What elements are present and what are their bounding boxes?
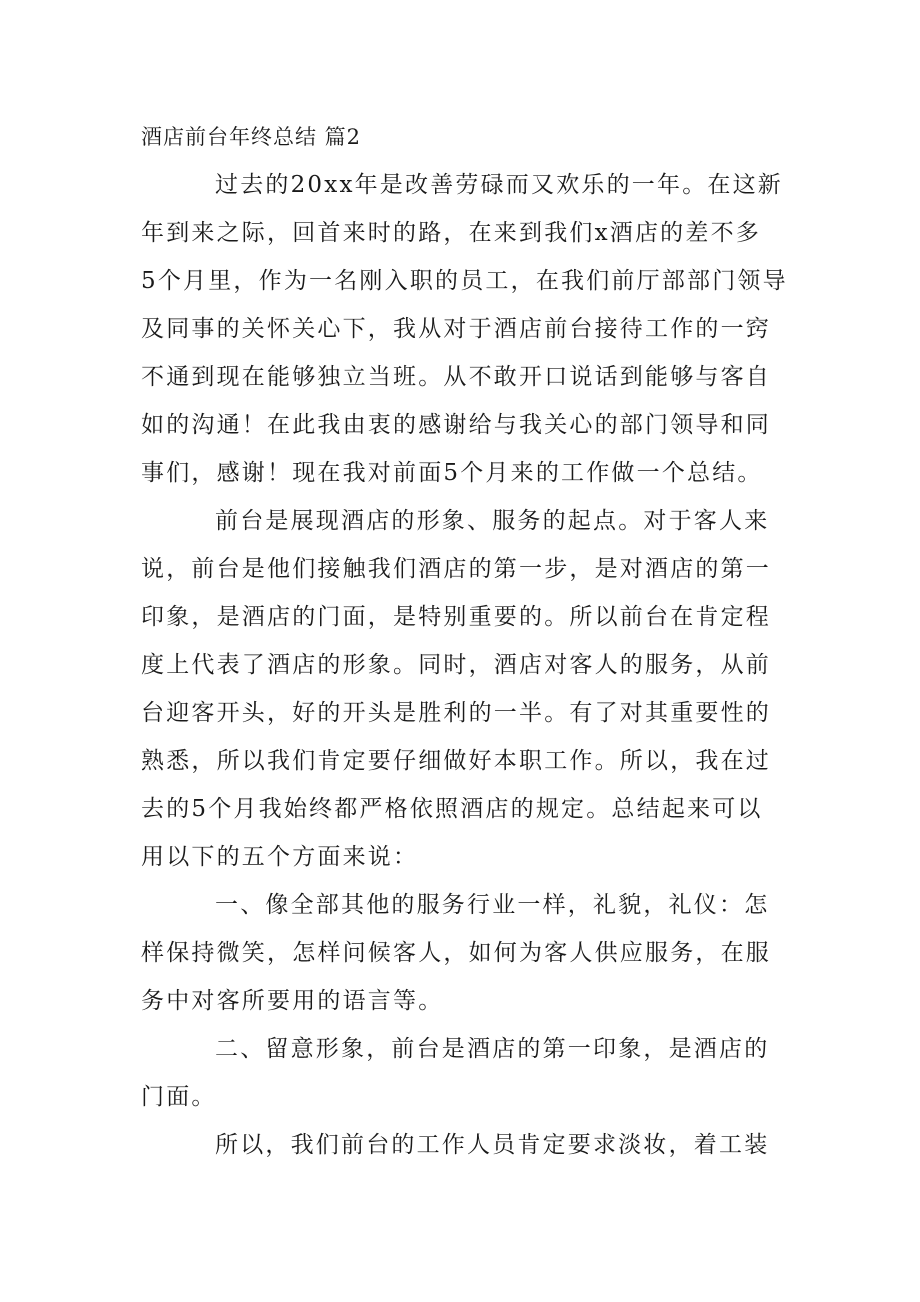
- paragraph-line: 及同事的关怀关心下，我从对于酒店前台接待工作的一窍: [141, 316, 771, 342]
- paragraph-line: 去的5个月我始终都严格依照酒店的规定。总结起来可以: [141, 796, 763, 822]
- paragraph-line: 门面。: [141, 1084, 217, 1110]
- paragraph-line: 一、像全部其他的服务行业一样，礼貌，礼仪：怎: [215, 892, 770, 918]
- paragraph-line: 样保持微笑，怎样问候客人，如何为客人供应服务，在服: [141, 940, 771, 966]
- paragraph-line: 过去的20xx年是改善劳碌而又欢乐的一年。在这新: [215, 172, 784, 198]
- paragraph-line: 用以下的五个方面来说：: [141, 844, 419, 870]
- paragraph-line: 5个月里，作为一名刚入职的员工，在我们前厅部部门领导: [141, 268, 788, 294]
- paragraph-line: 不通到现在能够独立当班。从不敢开口说话到能够与客自: [141, 364, 771, 390]
- paragraph-line: 台迎客开头，好的开头是胜利的一半。有了对其重要性的: [141, 700, 771, 726]
- paragraph-line: 所以，我们前台的工作人员肯定要求淡妆，着工装: [215, 1132, 770, 1158]
- paragraph-line: 二、留意形象，前台是酒店的第一印象，是酒店的: [215, 1036, 770, 1062]
- paragraph-line: 如的沟通！在此我由衷的感谢给与我关心的部门领导和同: [141, 412, 771, 438]
- document-title: 酒店前台年终总结 篇2: [141, 125, 362, 149]
- paragraph-line: 务中对客所要用的语言等。: [141, 988, 444, 1014]
- paragraph-line: 度上代表了酒店的形象。同时，酒店对客人的服务，从前: [141, 652, 771, 678]
- paragraph-line: 事们，感谢！现在我对前面5个月来的工作做一个总结。: [141, 460, 763, 486]
- paragraph-line: 前台是展现酒店的形象、服务的起点。对于客人来: [215, 508, 770, 534]
- paragraph-line: 说，前台是他们接触我们酒店的第一步，是对酒店的第一: [141, 556, 771, 582]
- paragraph-line: 印象，是酒店的门面，是特别重要的。所以前台在肯定程: [141, 604, 771, 630]
- paragraph-line: 年到来之际，回首来时的路，在来到我们x酒店的差不多: [141, 220, 761, 246]
- paragraph-line: 熟悉，所以我们肯定要仔细做好本职工作。所以，我在过: [141, 748, 771, 774]
